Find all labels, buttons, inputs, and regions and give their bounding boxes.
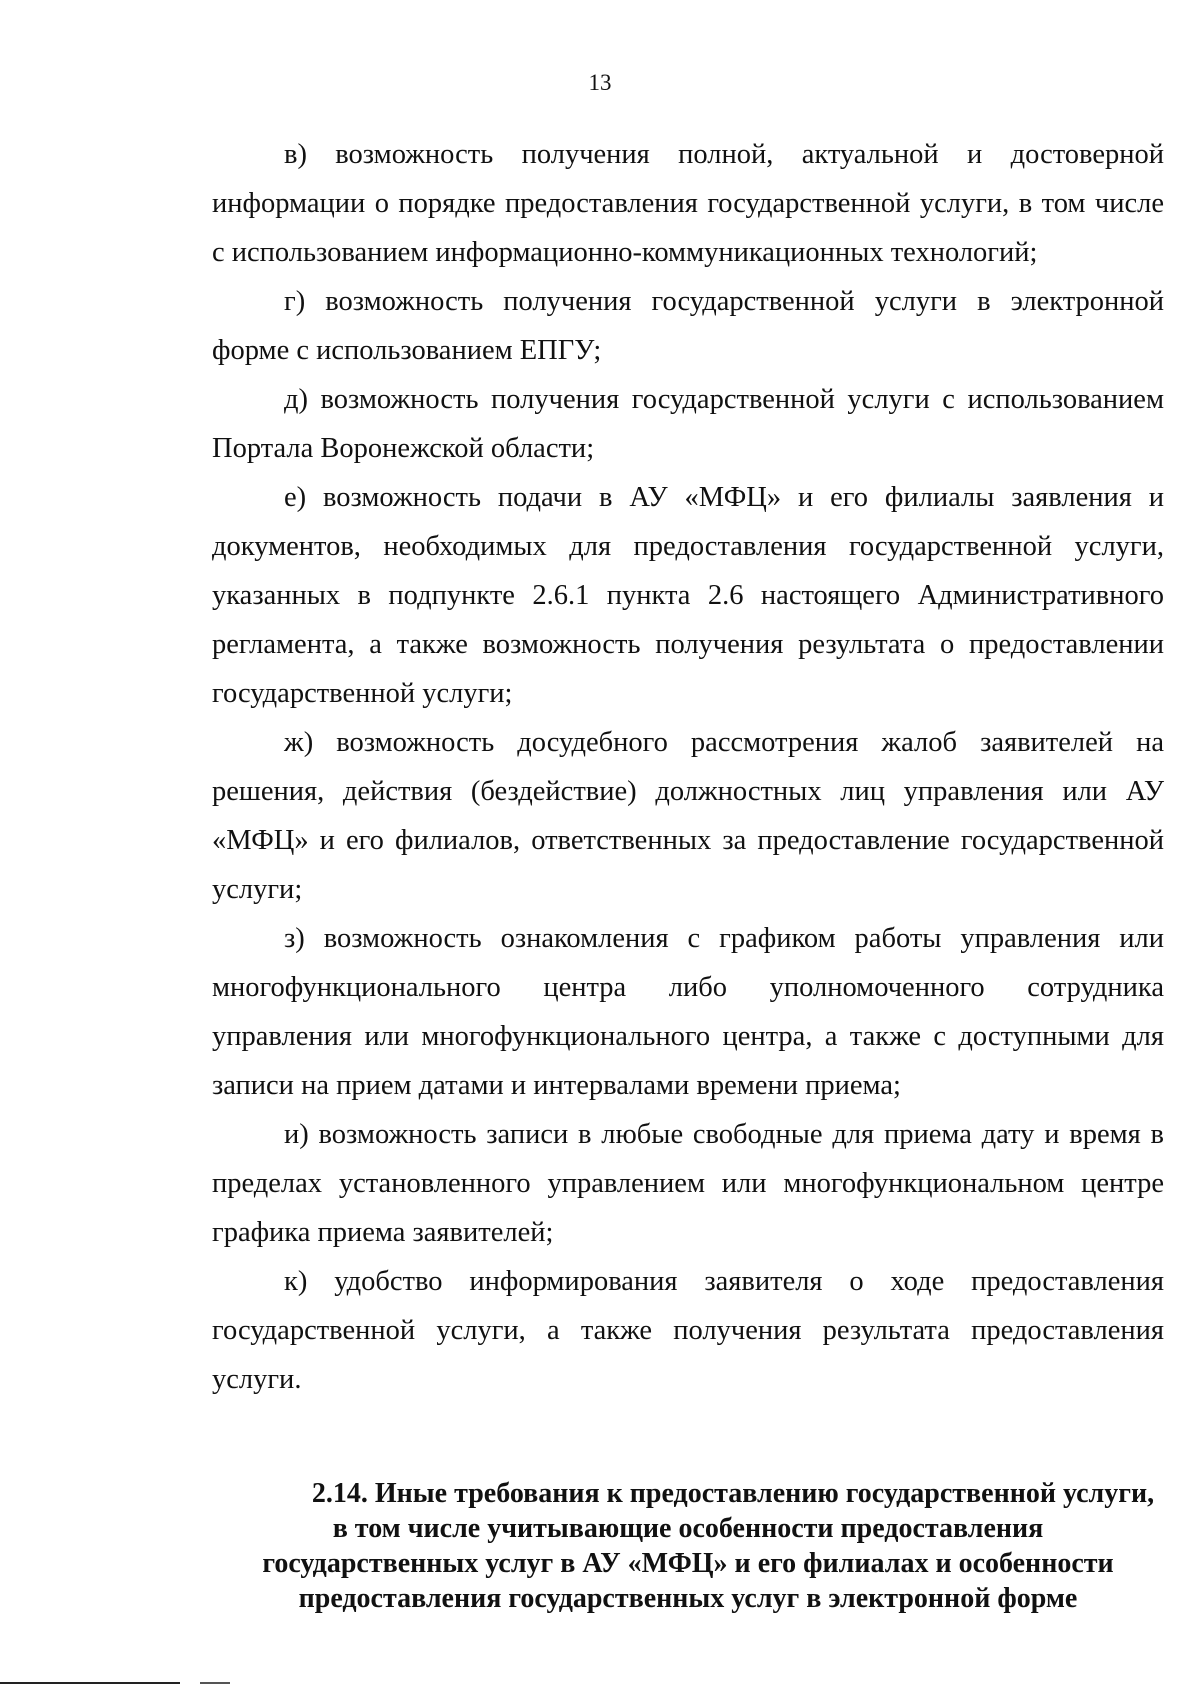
paragraph-g: г) возможность получения государственной услуги в электронной форме с использованием ЕПГУ; [212,286,1164,366]
paragraph-zh: ж) возможность досудебного рассмотрения жалоб заявителей на решения, действия (бездействие) должностных лиц управления или АУ «МФЦ» и его филиалов, ответственных за предоставление государственной услуги; [212,727,1164,905]
paragraph-v: в) возможность получения полной, актуальной и достоверной информации о порядке предоставления государственной услуги, в том числе с использованием информационно-коммуникационных технологий; [212,139,1164,268]
document-body [212,130,1164,1404]
paragraph-k: к) удобство информирования заявителя о ходе предоставления государственной услуги, а также получения результата предоставления услуги. [212,1266,1164,1395]
section-heading-line: 2.14. Иные требования к предоставлению государственной услуги, [311,1478,1155,1509]
section-heading-line: предоставления государственных услуг в электронной форме [298,1583,1078,1614]
paragraph-d: д) возможность получения государственной услуги с использованием Портала Воронежской области; [212,384,1164,464]
section-heading-line: в том числе учитывающие особенности предоставления [332,1513,1044,1544]
paragraph-e: е) возможность подачи в АУ «МФЦ» и его филиалы заявления и документов, необходимых для предоставления государственной услуги, указанных в подпункте 2.6.1 пункта 2.6 настоящего Административного регламента, а также возможность получения результата о предоставлении государственной услуги; [212,482,1164,709]
footer-rule-fragment [200,1682,230,1684]
page-number: 13 [588,70,612,95]
footer-rule [0,1682,180,1684]
section-heading-line: государственных услуг в АУ «МФЦ» и его филиалах и особенности [262,1548,1114,1579]
paragraph-z: з) возможность ознакомления с графиком работы управления или многофункционального центра либо уполномоченного сотрудника управления или многофункционального центра, а также с доступными для записи на прием датами и интервалами времени приема; [212,923,1164,1101]
paragraph-i: и) возможность записи в любые свободные для приема дату и время в пределах установленного управлением или многофункциональном центре графика приема заявителей; [212,1119,1164,1248]
section-heading [212,1476,1164,1616]
